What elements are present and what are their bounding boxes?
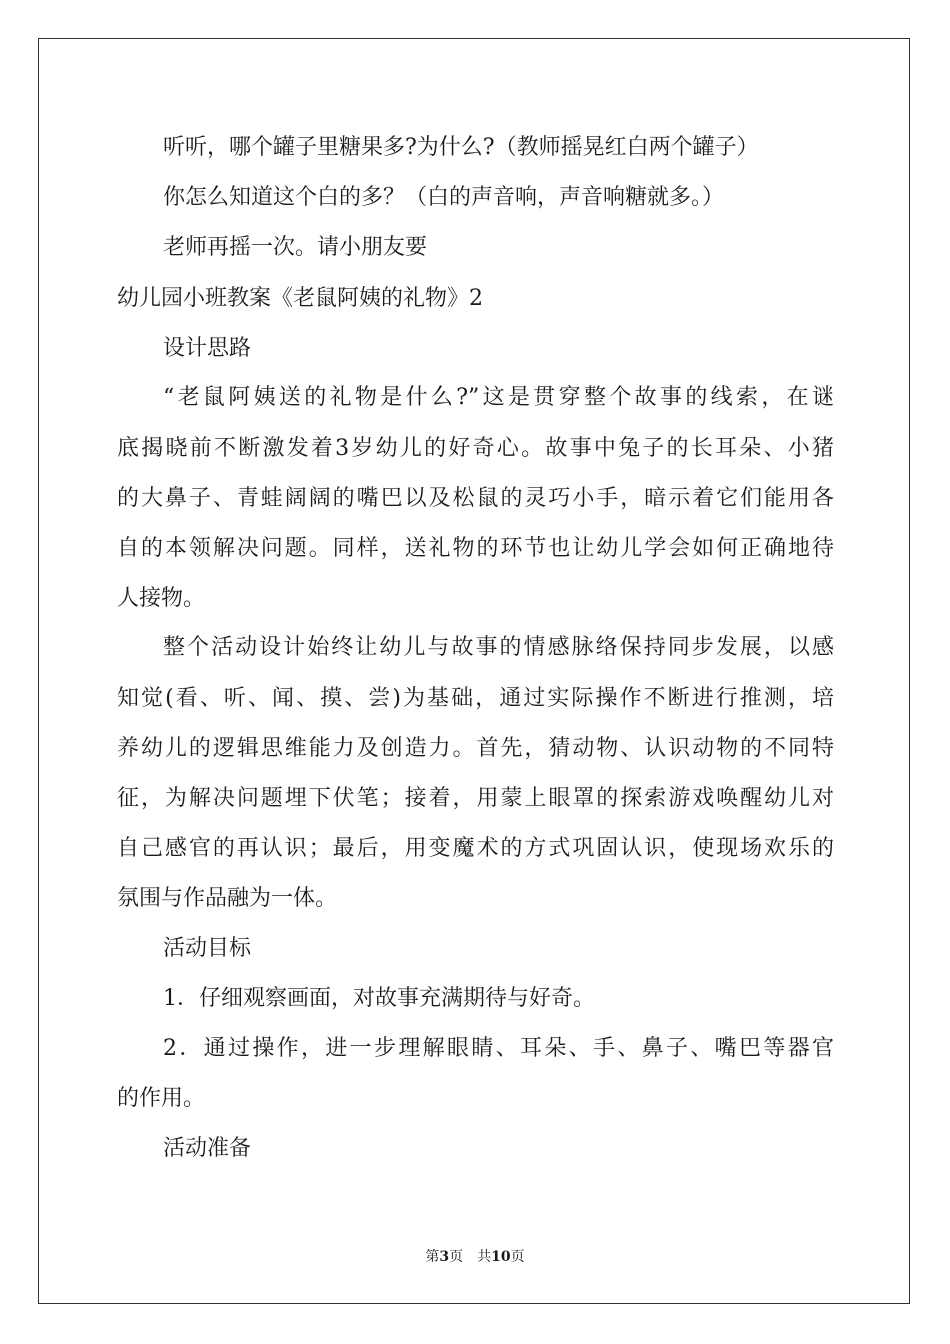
paragraph-line: 你怎么知道这个白的多？（白的声音响，声音响糖就多。） xyxy=(163,185,725,210)
page-prefix: 第 xyxy=(425,1249,440,1265)
total-suffix: 页 xyxy=(510,1249,525,1265)
list-item-continuation: 的作用。 xyxy=(117,1086,206,1111)
section-heading: 活动准备 xyxy=(163,1136,252,1161)
paragraph-line: 自己感官的再认识；最后，用变魔术的方式巩固认识，使现场欢乐的 xyxy=(117,836,834,861)
paragraph-line: 听听，哪个罐子里糖果多?为什么?（教师摇晃红白两个罐子） xyxy=(163,135,759,160)
paragraph-line: 氛围与作品融为一体。 xyxy=(117,886,338,911)
paragraph-line: 养幼儿的逻辑思维能力及创造力。首先，猜动物、认识动物的不同特 xyxy=(117,736,834,761)
page-suffix: 页 xyxy=(449,1249,464,1265)
total-prefix: 共 xyxy=(477,1249,492,1265)
list-item: 1．仔细观察画面，对故事充满期待与好奇。 xyxy=(163,986,595,1011)
list-item: 2．通过操作，进一步理解眼睛、耳朵、手、鼻子、嘴巴等器官 xyxy=(163,1036,834,1061)
page-border xyxy=(38,38,910,1304)
section-heading: 活动目标 xyxy=(163,936,252,961)
section-heading: 幼儿园小班教案《老鼠阿姨的礼物》2 xyxy=(117,286,483,311)
total-pages: 10 xyxy=(491,1249,511,1265)
paragraph-line: 知觉(看、听、闻、摸、尝)为基础，通过实际操作不断进行推测，培 xyxy=(117,686,834,711)
paragraph-line: 人接物。 xyxy=(117,586,206,611)
paragraph-line: 底揭晓前不断激发着3岁幼儿的好奇心。故事中兔子的长耳朵、小猪 xyxy=(117,436,834,461)
paragraph-line: 老师再摇一次。请小朋友要 xyxy=(163,235,428,260)
page-footer xyxy=(0,1248,950,1266)
paragraph-line: “老鼠阿姨送的礼物是什么?”这是贯穿整个故事的线索，在谜 xyxy=(163,385,834,410)
section-heading: 设计思路 xyxy=(163,336,252,361)
paragraph-line: 自的本领解决问题。同样，送礼物的环节也让幼儿学会如何正确地待 xyxy=(117,536,834,561)
paragraph-line: 征，为解决问题埋下伏笔；接着，用蒙上眼罩的探索游戏唤醒幼儿对 xyxy=(117,786,834,811)
paragraph-line: 的大鼻子、青蛙阔阔的嘴巴以及松鼠的灵巧小手，暗示着它们能用各 xyxy=(117,486,834,511)
paragraph-line: 整个活动设计始终让幼儿与故事的情感脉络保持同步发展，以感 xyxy=(163,635,834,660)
page-number: 3 xyxy=(439,1249,450,1265)
